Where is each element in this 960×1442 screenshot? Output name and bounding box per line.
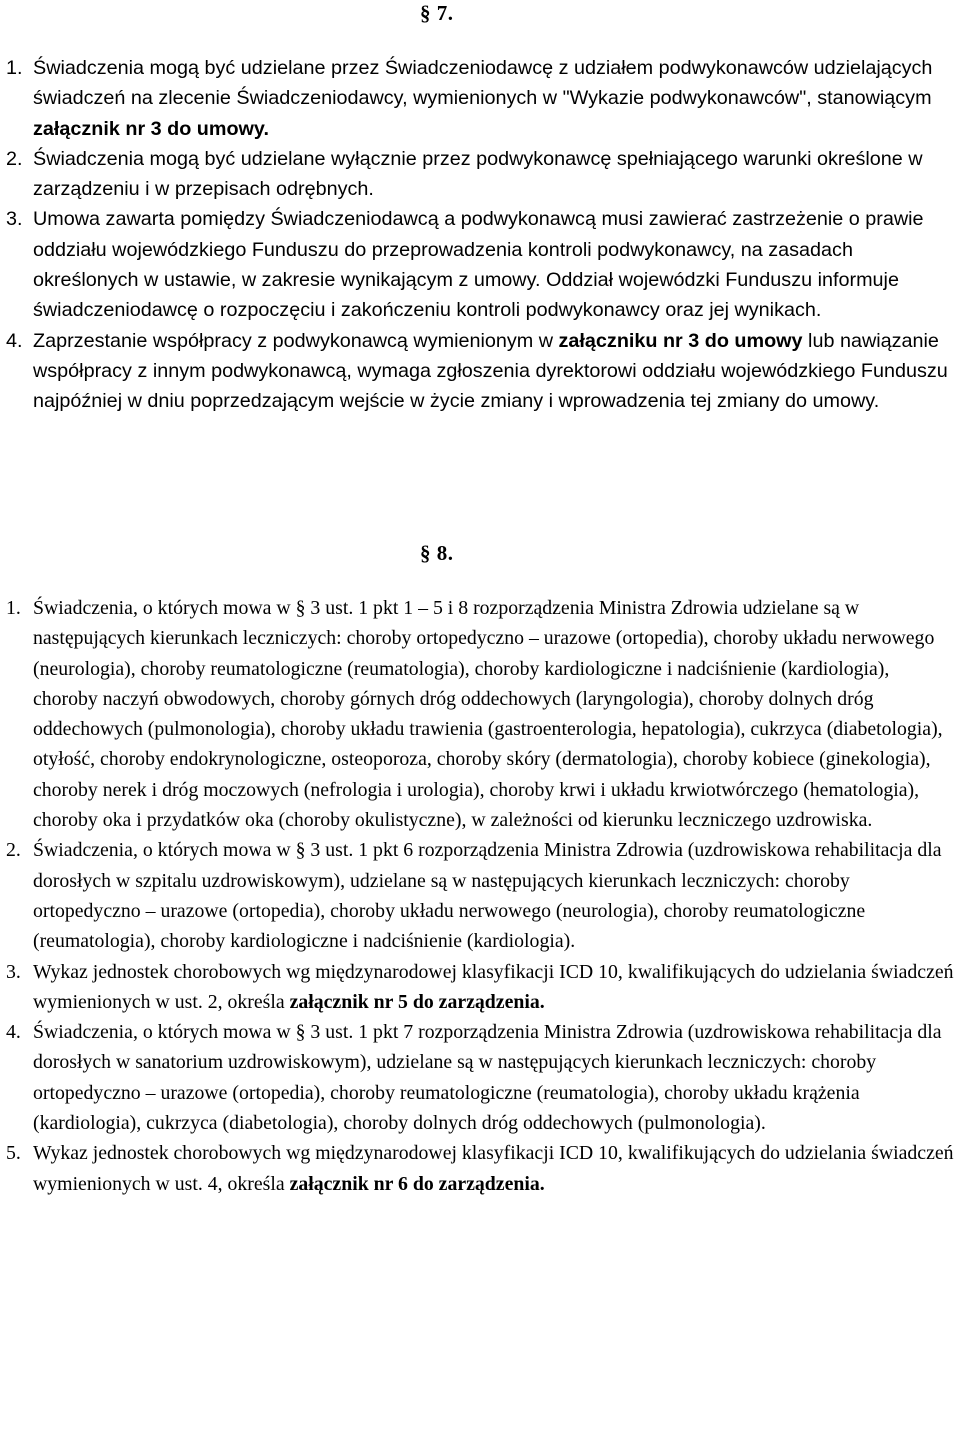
item-text: Świadczenia, o których mowa w § 3 ust. 1 pkt 1 – 5 i 8 rozporządzenia Ministra Zdrowia udzielane są w następujących kierunkach leczniczych: choroby ortopedyczno – urazowe (ortopedia), choroby układu nerwowego (neurologia), choroby reumatologiczne (reumatologia), choroby kardiologiczne i nadciśnienie (kardiologia), choroby naczyń obwodowych, choroby górnych dróg oddechowych (laryngologia), choroby dolnych dróg oddechowych (pulmonologia), choroby układu trawienia (gastroenterologia, hepatologia), cukrzyca (diabetologia), otyłość, choroby endokrynologiczne, osteoporoza, choroby skóry (dermatologia), choroby kobiece (ginekologia), choroby nerek i dróg moczowych (nefrologia i urologia), choroby krwi i układu krwiotwórczego (hematologia), choroby oka i przydatków oka (choroby okulistyczne), w zależności od kierunku leczniczego uzdrowiska. [33, 597, 943, 832]
item-text: Umowa zawarta pomiędzy Świadczeniodawcą a podwykonawcą musi zawierać zastrzeżenie o prawie oddziału wojewódzkiego Funduszu do przeprowadzenia kontroli podwykonawcy, na zasadach określonych w ustawie, w zakresie wynikającym z umowy. Oddział wojewódzki Funduszu informuje świadczeniodawcę o rozpoczęciu i zakończeniu kontroli podwykonawcy oraz jej wynikach. [33, 208, 924, 322]
item-text: Zaprzestanie współpracy z podwykonawcą wymienionym w [33, 329, 559, 352]
item-number: 3. [6, 960, 21, 983]
item-text-bold: załącznik nr 5 do zarządzenia. [289, 990, 545, 1013]
section-7-item-1 [6, 53, 956, 144]
section-8-item-2 [6, 835, 956, 956]
item-text: Świadczenia, o których mowa w § 3 ust. 1 pkt 7 rozporządzenia Ministra Zdrowia (uzdrowiskowa rehabilitacja dla dorosłych w sanatorium uzdrowiskowym), udzielane są w następujących kierunkach leczniczych: choroby ortopedyczno – urazowe (ortopedia), choroby reumatologiczne (reumatologia), choroby układu krążenia (kardiologia), cukrzyca (diabetologia), choroby dolnych dróg oddechowych (pulmonologia). [33, 1021, 942, 1135]
item-text: Świadczenia mogą być udzielane wyłącznie przez podwykonawcę spełniającego warunki określone w zarządzeniu i w przepisach odrębnych. [33, 147, 923, 201]
section-7-item-4 [6, 326, 956, 417]
section-8-list [0, 593, 960, 1199]
item-number: 5. [6, 1142, 21, 1165]
section-7-item-3 [6, 204, 956, 325]
item-number: 1. [6, 57, 23, 79]
item-text: Wykaz jednostek chorobowych wg międzynarodowej klasyfikacji ICD 10, kwalifikujących do udzielania świadczeń wymienionych w ust. 4, określa [33, 1142, 954, 1195]
section-8-heading: § 8. [420, 541, 454, 565]
item-number: 4. [6, 329, 23, 352]
item-number: 2. [6, 147, 23, 170]
section-8-item-1 [6, 593, 956, 835]
section-8-item-4 [6, 1017, 956, 1138]
item-number: 1. [6, 597, 21, 619]
item-text-bold: załączniku nr 3 do umowy [558, 329, 803, 352]
item-text: Świadczenia mogą być udzielane przez Świadczeniodawcę z udziałem podwykonawców udzielających świadczeń na zlecenie Świadczeniodawcy, wymienionych w "Wykazie podwykonawców", stanowiącym [33, 57, 933, 110]
item-text: Świadczenia, o których mowa w § 3 ust. 1 pkt 6 rozporządzenia Ministra Zdrowia (uzdrowiskowa rehabilitacja dla dorosłych w szpitalu uzdrowiskowym), udzielane są w następujących kierunkach leczniczych: choroby ortopedyczno – urazowe (ortopedia), choroby układu nerwowego (neurologia), choroby reumatologiczne (reumatologia), choroby kardiologiczne i nadciśnienie (kardiologia). [33, 839, 942, 953]
section-7-item-2 [6, 144, 956, 205]
item-text-bold: załącznik nr 6 do zarządzenia. [289, 1172, 545, 1195]
item-text: lub nawiązanie współpracy z innym podwykonawcą, wymaga zgłoszenia dyrektorowi oddziału wojewódzkiego Funduszu najpóźniej w dniu poprzedzającym wejście w życie zmiany i wprowadzenia tej zmiany do umowy. [33, 329, 948, 413]
item-number: 4. [6, 1021, 21, 1044]
item-number: 2. [6, 839, 21, 862]
section-7-heading: § 7. [420, 1, 454, 25]
item-text: Wykaz jednostek chorobowych wg międzynarodowej klasyfikacji ICD 10, kwalifikujących do udzielania świadczeń wymienionych w ust. 2, określa [33, 960, 954, 1013]
section-7-list [0, 53, 960, 417]
item-number: 3. [6, 208, 23, 231]
section-8-item-3 [6, 957, 956, 1018]
section-8-item-5 [6, 1138, 956, 1199]
item-text-bold: załącznik nr 3 do umowy. [33, 117, 269, 140]
